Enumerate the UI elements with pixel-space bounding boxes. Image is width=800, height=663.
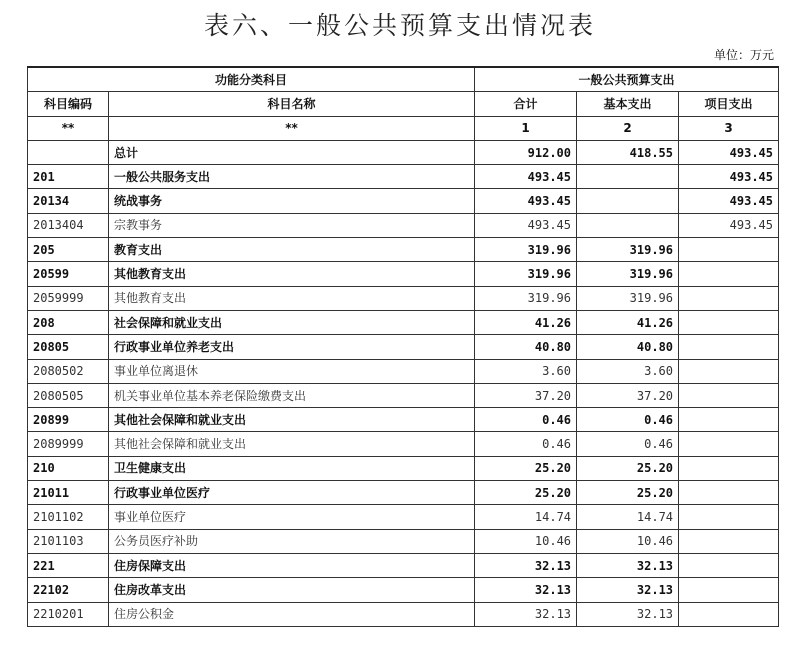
row-basic-cell: 3.60 [577,359,679,383]
row-code-cell: 22102 [28,578,109,602]
row-project-cell [679,553,779,577]
row-project-cell [679,529,779,553]
table-row [28,456,779,480]
row-basic-cell: 25.20 [577,456,679,480]
row-name-cell: 其他教育支出 [109,286,475,310]
row-project-cell [679,578,779,602]
row-total-cell: 493.45 [475,189,577,213]
header-project: 项目支出 [679,92,779,116]
row-total-cell: 14.74 [475,505,577,529]
table-row [28,505,779,529]
row-project-cell [679,505,779,529]
row-basic-cell: 319.96 [577,262,679,286]
index-name: ** [109,116,475,140]
row-basic-cell: 25.20 [577,481,679,505]
table-row [28,262,779,286]
row-code-cell: 2089999 [28,432,109,456]
row-basic-cell: 10.46 [577,529,679,553]
row-project-cell [679,602,779,626]
row-basic-cell: 32.13 [577,578,679,602]
row-name-cell: 事业单位医疗 [109,505,475,529]
row-total-cell: 319.96 [475,286,577,310]
row-name-cell: 卫生健康支出 [109,456,475,480]
row-name-cell: 公务员医疗补助 [109,529,475,553]
row-total-cell: 493.45 [475,213,577,237]
row-code-cell: 20134 [28,189,109,213]
row-basic-cell: 418.55 [577,140,679,164]
row-project-cell: 493.45 [679,189,779,213]
row-total-cell: 25.20 [475,481,577,505]
row-code-cell: 210 [28,456,109,480]
table-row [28,165,779,189]
row-name-cell: 其他教育支出 [109,262,475,286]
row-name-cell: 其他社会保障和就业支出 [109,408,475,432]
row-code-cell: 21011 [28,481,109,505]
row-total-cell: 41.26 [475,310,577,334]
header-general-budget-expenditure: 一般公共预算支出 [475,67,779,92]
index-basic: 2 [577,116,679,140]
row-project-cell [679,335,779,359]
row-basic-cell [577,165,679,189]
row-code-cell: 221 [28,553,109,577]
row-total-cell: 32.13 [475,602,577,626]
row-code-cell: 20805 [28,335,109,359]
header-total: 合计 [475,92,577,116]
row-project-cell [679,359,779,383]
row-name-cell: 住房公积金 [109,602,475,626]
table-row [28,383,779,407]
row-basic-cell: 0.46 [577,432,679,456]
header-column-row [28,92,779,116]
row-code-cell: 208 [28,310,109,334]
row-basic-cell [577,189,679,213]
table-row [28,481,779,505]
table-row [28,359,779,383]
row-project-cell: 493.45 [679,165,779,189]
table-row [28,553,779,577]
row-total-cell: 493.45 [475,165,577,189]
row-total-cell: 25.20 [475,456,577,480]
row-basic-cell: 40.80 [577,335,679,359]
row-code-cell: 2013404 [28,213,109,237]
row-code-cell: 2080502 [28,359,109,383]
table-row [28,578,779,602]
table-row [28,238,779,262]
row-name-cell: 住房保障支出 [109,553,475,577]
row-total-cell: 40.80 [475,335,577,359]
row-code-cell: 2210201 [28,602,109,626]
row-project-cell [679,432,779,456]
row-name-cell: 事业单位离退休 [109,359,475,383]
table-row [28,213,779,237]
row-total-cell: 37.20 [475,383,577,407]
row-code-cell: 20899 [28,408,109,432]
row-basic-cell [577,213,679,237]
row-basic-cell: 37.20 [577,383,679,407]
row-code-cell: 2080505 [28,383,109,407]
header-index-row [28,116,779,140]
row-total-cell: 0.46 [475,408,577,432]
row-total-cell: 32.13 [475,553,577,577]
row-basic-cell: 32.13 [577,602,679,626]
table-row [28,189,779,213]
row-code-cell: 20599 [28,262,109,286]
row-project-cell [679,286,779,310]
row-total-cell: 319.96 [475,238,577,262]
table-row [28,602,779,626]
page-title: 表六、一般公共预算支出情况表 [203,11,596,40]
row-name-cell: 行政事业单位医疗 [109,481,475,505]
row-total-cell: 10.46 [475,529,577,553]
row-project-cell: 493.45 [679,140,779,164]
index-project: 3 [679,116,779,140]
row-basic-cell: 0.46 [577,408,679,432]
table-row [28,335,779,359]
row-project-cell [679,262,779,286]
row-code-cell: 2101102 [28,505,109,529]
header-name: 科目名称 [109,92,475,116]
row-project-cell [679,456,779,480]
row-code-cell [28,140,109,164]
table-row [28,310,779,334]
table-row [28,432,779,456]
table-row [28,529,779,553]
row-code-cell: 205 [28,238,109,262]
header-group-row [28,67,779,92]
row-name-cell: 教育支出 [109,238,475,262]
table-row [28,286,779,310]
header-function-classification: 功能分类科目 [28,67,475,92]
row-total-cell: 0.46 [475,432,577,456]
row-basic-cell: 32.13 [577,553,679,577]
row-basic-cell: 14.74 [577,505,679,529]
row-code-cell: 2101103 [28,529,109,553]
row-basic-cell: 319.96 [577,286,679,310]
unit-label: 单位：万元 [713,48,774,62]
row-project-cell: 493.45 [679,213,779,237]
index-code: ** [28,116,109,140]
row-total-cell: 319.96 [475,262,577,286]
table-row [28,408,779,432]
row-total-cell: 32.13 [475,578,577,602]
row-name-cell: 机关事业单位基本养老保险缴费支出 [109,383,475,407]
row-name-cell: 统战事务 [109,189,475,213]
header-code: 科目编码 [28,92,109,116]
row-name-cell: 行政事业单位养老支出 [109,335,475,359]
row-project-cell [679,310,779,334]
row-project-cell [679,383,779,407]
row-name-cell: 住房改革支出 [109,578,475,602]
row-basic-cell: 41.26 [577,310,679,334]
row-code-cell: 201 [28,165,109,189]
budget-table [27,66,779,627]
row-name-cell: 社会保障和就业支出 [109,310,475,334]
table-body [28,140,779,626]
row-basic-cell: 319.96 [577,238,679,262]
row-project-cell [679,408,779,432]
row-name-cell: 其他社会保障和就业支出 [109,432,475,456]
index-total: 1 [475,116,577,140]
row-project-cell [679,238,779,262]
row-name-cell: 宗教事务 [109,213,475,237]
header-basic: 基本支出 [577,92,679,116]
row-name-cell: 一般公共服务支出 [109,165,475,189]
row-total-cell: 912.00 [475,140,577,164]
row-total-cell: 3.60 [475,359,577,383]
row-code-cell: 2059999 [28,286,109,310]
table-row [28,140,779,164]
row-project-cell [679,481,779,505]
row-name-cell: 总计 [109,140,475,164]
